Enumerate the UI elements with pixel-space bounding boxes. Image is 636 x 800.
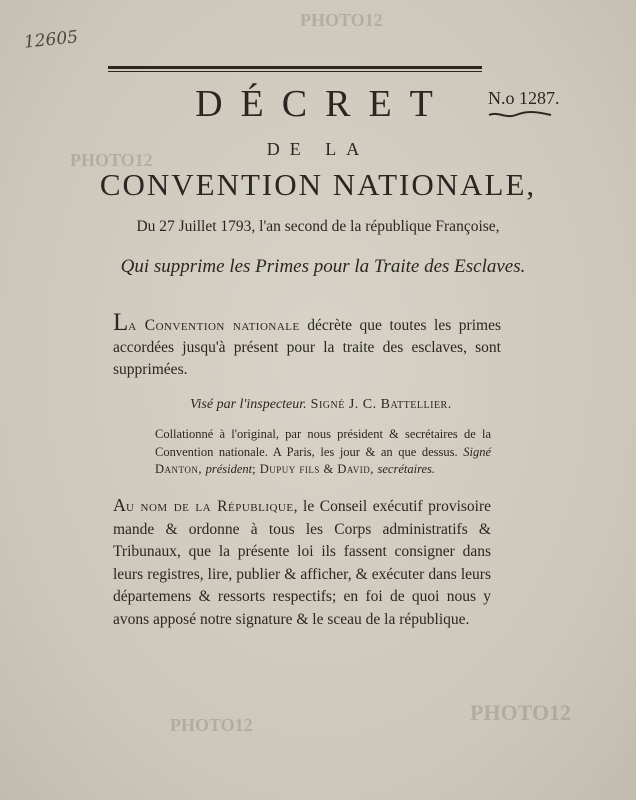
signe-label: Signé bbox=[463, 444, 491, 459]
secretaires-label: secrétaires. bbox=[377, 462, 436, 476]
decree-subtitle: Qui supprime les Primes pour la Traite des Esclaves. bbox=[120, 256, 526, 277]
vise-signature: Signé J. C. Battellier. bbox=[306, 397, 452, 412]
watermark: PHOTO12 bbox=[300, 10, 383, 30]
watermark: PHOTO12 bbox=[470, 700, 572, 725]
date-line: Du 27 Juillet 1793, l'an second de la république Françoise, bbox=[136, 218, 500, 235]
publication-paragraph bbox=[113, 494, 491, 631]
watermark: PHOTO12 bbox=[170, 715, 253, 735]
vise-line bbox=[190, 397, 490, 413]
convention-heading: CONVENTION NATIONALE, bbox=[99, 167, 537, 202]
collation-paragraph bbox=[155, 426, 491, 479]
secretaries-names: ; Dupuy fils & David, bbox=[252, 462, 378, 476]
vise-italic: Visé par l'inspecteur. bbox=[190, 397, 307, 412]
lead-smallcaps: a Convention nationale bbox=[128, 317, 300, 334]
danton-name: Danton, bbox=[155, 462, 206, 476]
decree-number: N.o 1287. bbox=[488, 88, 560, 108]
dropcap-a: A bbox=[113, 495, 126, 515]
handwritten-annotation: 12605 bbox=[23, 27, 79, 53]
dropcap-l: L bbox=[113, 309, 129, 336]
de-la-heading: DE LA bbox=[266, 139, 370, 159]
decree-title: DÉCRET bbox=[195, 83, 451, 125]
collation-text: Collationné à l'original, par nous président & secrétaires de la Convention nationale. A Paris, les jour & an que dessus. bbox=[155, 427, 491, 459]
president-label: président bbox=[205, 462, 253, 476]
decree-paragraph bbox=[113, 309, 501, 381]
watermark: PHOTO12 bbox=[70, 150, 153, 170]
top-rule bbox=[108, 66, 482, 72]
flourish-ornament bbox=[488, 110, 552, 120]
decree-text: décrète que toutes les primes accordées jusqu'à présent pour la traite des esclaves, sont supprimées. bbox=[113, 317, 501, 378]
publication-lead: u nom de la République bbox=[126, 498, 294, 515]
publication-text: , le Conseil exécutif provisoire mande & ordonne à tous les Corps administratifs & Tribunaux, que la présente loi ils fassent consigner dans leurs registres, lire, publier & afficher, & exécuter dans leurs départemens & ressorts respectifs; en foi de quoi nous y avons apposé notre signature & le sceau de la république. bbox=[113, 498, 492, 628]
